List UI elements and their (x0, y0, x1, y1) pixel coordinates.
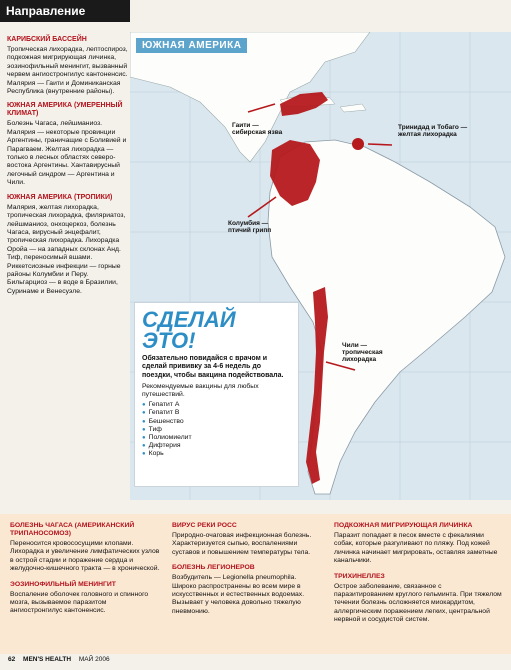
page-footer (8, 656, 116, 663)
sidebar-text: Тропическая лихорадка, лептоспироз, подкожная мигрирующая личинка, эозинофильный менингит, вызванный червем ангиостронгилус кантоненсис. Малярия — Гаити и Доминиканская Республика (внутренние районы). (7, 46, 128, 96)
promo-headline: СДЕЛАЙ ЭТО! (142, 307, 236, 353)
glossary-heading: БОЛЕЗНЬ ЧАГАСА (АМЕРИКАНСКИЙ ТРИПАНОСОМОЗ) (10, 522, 135, 537)
map-title: ЮЖНАЯ АМЕРИКА (136, 38, 247, 53)
vaccine-item: ● Бешенство (142, 418, 291, 426)
sidebar-block-caribbean (7, 36, 129, 96)
glossary-text: Природно-очаговая инфекционная болезнь. Характеризуется сыпью, воспалениями суставов и повышением температуры тела. (172, 532, 312, 556)
vaccine-list (142, 401, 291, 458)
sidebar-heading: ЮЖНАЯ АМЕРИКА (ТРОПИКИ) (7, 193, 113, 201)
sidebar-heading: КАРИБСКИЙ БАССЕЙН (7, 36, 87, 43)
sidebar-text: Малярия, желтая лихорадка, тропическая лихорадка, филяриатоз, лейшманиоз, онхоцеркоз, болезнь Чагаса, вирусный энцефалит, тропическая лихорадка. Лихорадка Оройа — на западных склонах Анд. Тиф, переносимый вшами. Риккетсиозные инфекции — горные районы Колумбии и Перу. Бильгарциоз — в воде в Бразилии, Суринаме и Венесуэле. (7, 203, 126, 295)
map-label-colombia: Колумбия — птичий грипп (228, 220, 272, 234)
sidebar-block-sa-tropics (7, 194, 129, 296)
map-label-haiti: Гаити — сибирская язва (232, 122, 283, 136)
sidebar (7, 36, 129, 302)
vaccine-item: ● Полиомиелит (142, 434, 291, 442)
glossary-heading: ТРИХИНЕЛЛЕЗ (334, 572, 385, 580)
sidebar-text: Болезнь Чагаса, лейшманиоз. Малярия — некоторые провинции Аргентины, граничащие с Боливией и Парагваем. Желтая лихорадка — только в лесных областях северо-востока Аргентины. Хантавирусный легочный синдром — Аргентина и Чили. (7, 120, 127, 187)
glossary-text: Переносится кровососущими клопами. Лихорадка и увеличение лимфатических узлов в острой стадии и поражение сердца и желудочно-кишечного тракта — в хронической. (10, 540, 160, 573)
arrow-trinidad (368, 144, 392, 145)
issue-date: МАЙ 2006 (78, 656, 110, 663)
vaccine-item: ● Гепатит В (142, 409, 291, 417)
section-tab: Направление (0, 0, 130, 22)
glossary-text: Острое заболевание, связанное с паразитированием круглого гельминта. При тяжелом течении болезнь осложняется миокардитом, аллергическим поражением легких, центральной нервной и сосудистой систем. (334, 582, 502, 624)
map-label-chile: Чили — тропическая лихорадка (342, 342, 383, 363)
promo-subtitle: Рекомендуемые вакцины для любых путешествий. (142, 383, 259, 399)
glossary-panel (0, 514, 511, 654)
trinidad-risk-zone (352, 138, 364, 150)
glossary-text: Паразит попадает в песок вместе с фекалиями собак, которые разгуливают по пляжу. Под кожей личинка начинает мигрировать, оставляя заметные канальчики. (334, 532, 498, 565)
glossary-text: Воспаление оболочек головного и спинного мозга, вызываемое паразитом ангиостронгилус кантоненсис. (10, 590, 149, 615)
vaccine-item: ● Дифтерия (142, 442, 291, 450)
sidebar-block-sa-temperate (7, 102, 129, 187)
glossary-column-2 (172, 522, 322, 623)
glossary-column-1 (10, 522, 160, 623)
magazine-name: MEN'S HEALTH (23, 656, 72, 663)
map-label-trinidad: Тринидад и Тобаго — желтая лихорадка (398, 124, 468, 138)
glossary-heading: ЭОЗИНОФИЛЬНЫЙ МЕНИНГИТ (10, 580, 116, 588)
glossary-column-3 (334, 522, 502, 632)
vaccination-promo (134, 302, 299, 487)
glossary-heading: ВИРУС РЕКИ РОСС (172, 522, 237, 529)
sidebar-heading: ЮЖНАЯ АМЕРИКА (УМЕРЕННЫЙ КЛИМАТ) (7, 102, 123, 118)
glossary-heading: БОЛЕЗНЬ ЛЕГИОНЕРОВ (172, 564, 255, 572)
promo-lead: Обязательно повидайся с врачом и сделай прививку за 4-6 недель до поездки, чтобы вакцина подействовала. (142, 355, 284, 379)
vaccine-item: ● Гепатит А (142, 401, 291, 409)
vaccine-item: ● Тиф (142, 426, 291, 434)
glossary-heading: ПОДКОЖНАЯ МИГРИРУЮЩАЯ ЛИЧИНКА (334, 522, 473, 529)
glossary-text: Возбудитель — Legionella pneumophila. Широко распространены во всем мире в искусственных и естественных водоемах. Вызывает у человека довольно тяжелую пневмонию. (172, 574, 305, 615)
page-number: 62 (8, 656, 16, 663)
vaccine-item: ● Корь (142, 450, 291, 458)
